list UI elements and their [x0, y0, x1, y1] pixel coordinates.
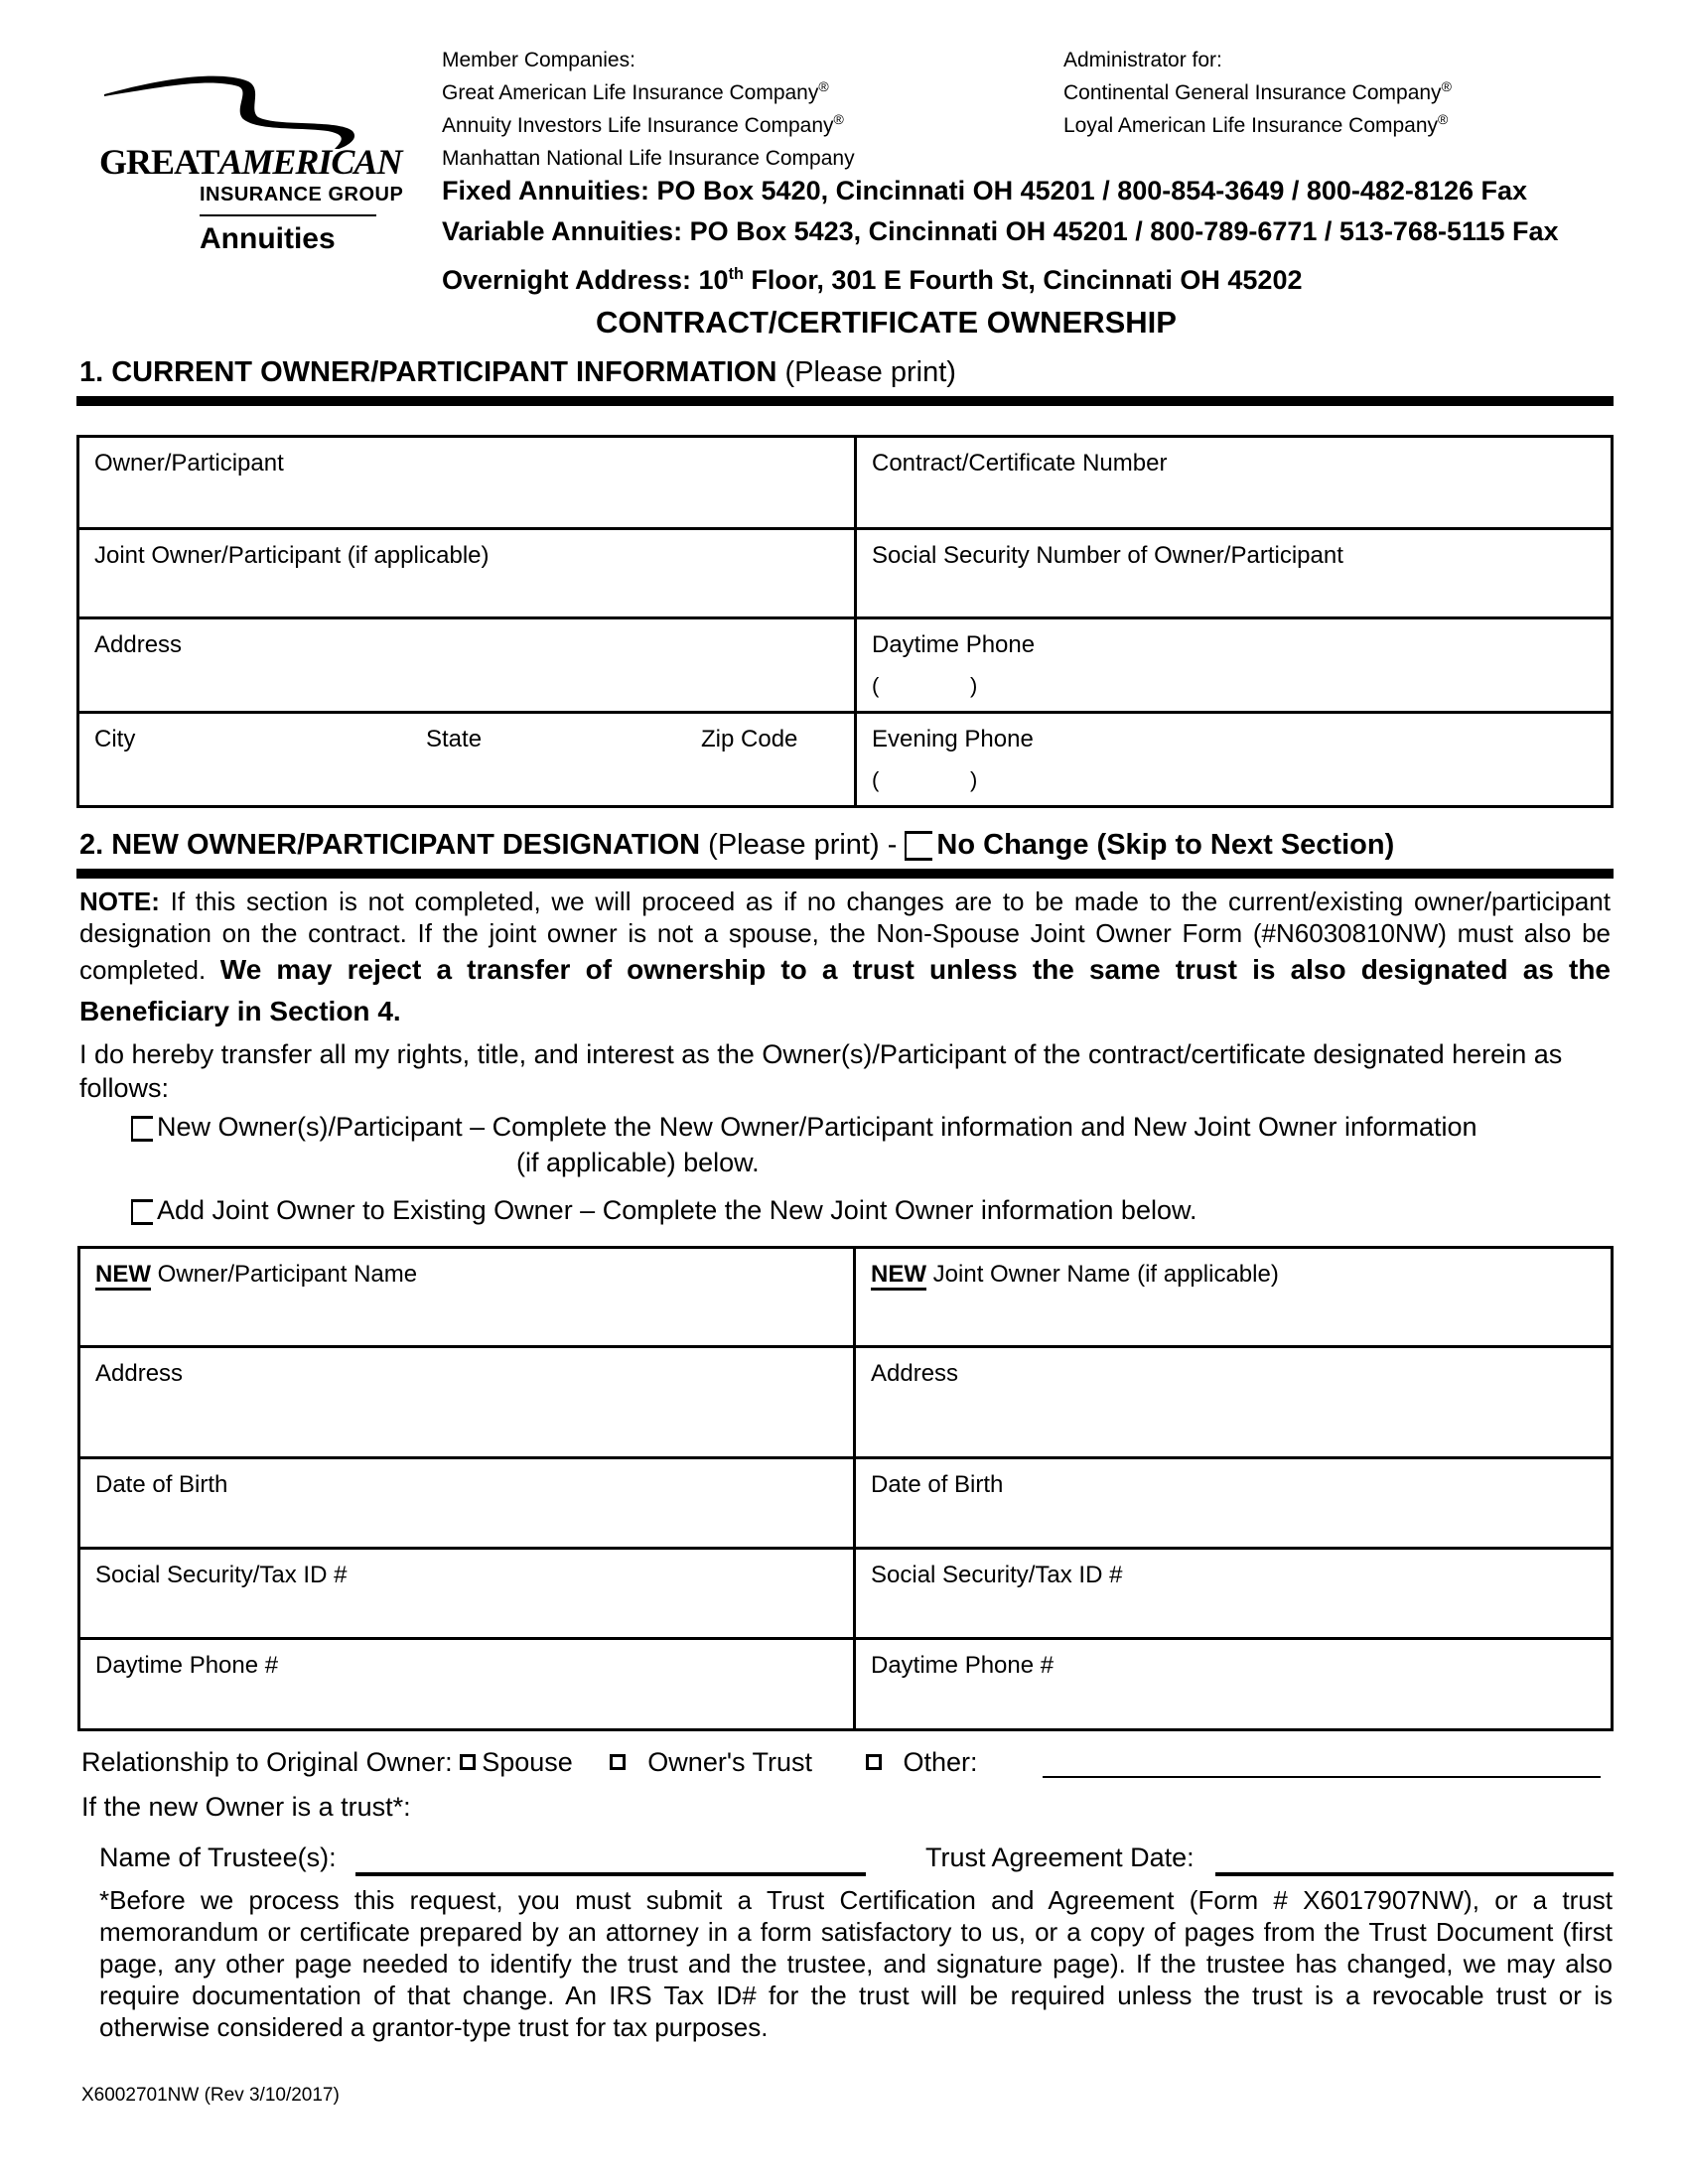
- new-joint-dob-field[interactable]: [855, 1458, 1613, 1549]
- new-joint-phone-field[interactable]: [855, 1639, 1613, 1730]
- new-joint-ssn-field[interactable]: [855, 1549, 1613, 1639]
- section2-rule: [76, 869, 1614, 879]
- zip-label: Zip Code: [701, 726, 798, 752]
- relationship-label: Relationship to Original Owner:: [81, 1747, 453, 1777]
- new-owner-address-field[interactable]: [79, 1347, 855, 1458]
- contract-number-field[interactable]: [856, 437, 1613, 529]
- member-companies: [442, 44, 855, 175]
- new-joint-owner-name-label: Joint Owner Name (if applicable): [926, 1261, 1279, 1288]
- company-logo: [94, 69, 404, 268]
- other-label: Other:: [903, 1747, 978, 1777]
- city-label: City: [94, 726, 136, 752]
- brand-division: Annuities: [200, 222, 336, 255]
- new-prefix: NEW: [871, 1261, 926, 1288]
- logo-divider: [200, 214, 376, 216]
- daytime-phone-field[interactable]: [856, 618, 1613, 713]
- new-prefix: NEW: [95, 1261, 151, 1288]
- evening-phone-field[interactable]: [856, 713, 1613, 807]
- owner-field[interactable]: [78, 437, 856, 529]
- new-owner-dob-field[interactable]: [79, 1458, 855, 1549]
- spouse-label: Spouse: [482, 1747, 573, 1777]
- form-title: CONTRACT/CERTIFICATE OWNERSHIP: [596, 305, 1177, 340]
- state-label: State: [426, 726, 483, 752]
- option-new-owner-continued: (if applicable) below.: [516, 1148, 760, 1177]
- new-owner-phone-label: Daytime Phone #: [95, 1652, 279, 1679]
- new-joint-phone-label: Daytime Phone #: [871, 1652, 1055, 1679]
- area-code-parens: ( ): [872, 767, 978, 792]
- trust-footnote: *Before we process this request, you must submit a Trust Certification and Agreement (Form # X6017907NW), or a trust memorandum or certificate prepared by an attorney in a form satisfactory to us, or a copy of pages from the Trust Document (first page, any other page needed to identify the trust and the trustee, and signature page). If the trustee has changed, we may also require documentation of that change. An IRS Tax ID# for the trust will be required unless the trust is a revocable trust or is otherwise considered a grantor-type trust for tax purposes.: [99, 1885, 1613, 2042]
- trustee-input-line[interactable]: [355, 1872, 866, 1876]
- member-company-1: Great American Life Insurance Company®: [442, 78, 829, 104]
- admin-label: Administrator for:: [1063, 49, 1222, 71]
- spouse-checkbox[interactable]: [460, 1754, 476, 1770]
- add-joint-owner-checkbox[interactable]: [131, 1199, 153, 1225]
- owners-trust-checkbox[interactable]: [610, 1754, 626, 1770]
- no-change-label: No Change (Skip to Next Section): [936, 829, 1395, 861]
- form-id: X6002701NW (Rev 3/10/2017): [81, 2085, 340, 2106]
- transfer-statement: I do hereby transfer all my rights, title, and interest as the Owner(s)/Participant of the contract/certificate designated herein as follows:: [79, 1039, 1563, 1103]
- eagle-icon: [99, 69, 387, 149]
- new-owner-phone-field[interactable]: [79, 1639, 855, 1730]
- new-joint-address-label: Address: [871, 1360, 959, 1387]
- owner-label: Owner/Participant: [94, 450, 284, 477]
- brand-american: AMERICAN: [218, 142, 402, 182]
- contract-number-label: Contract/Certificate Number: [872, 450, 1168, 477]
- new-owner-dob-label: Date of Birth: [95, 1471, 228, 1498]
- new-owner-checkbox[interactable]: [131, 1116, 153, 1142]
- overnight-address: Overnight Address: 10th Floor, 301 E Fourth St, Cincinnati OH 45202: [442, 265, 1303, 295]
- new-joint-address-field[interactable]: [855, 1347, 1613, 1458]
- member-company-3: Manhattan National Life Insurance Company: [442, 147, 855, 170]
- joint-owner-label: Joint Owner/Participant (if applicable): [94, 542, 490, 569]
- evening-phone-label: Evening Phone: [872, 726, 1034, 752]
- city-state-zip-field[interactable]: [78, 713, 856, 807]
- relationship-row: [81, 1745, 978, 1779]
- brand-great: GREAT: [99, 142, 219, 182]
- trustee-label: Name of Trustee(s):: [99, 1843, 337, 1872]
- address-label: Address: [94, 631, 183, 658]
- ssn-field[interactable]: [856, 529, 1613, 618]
- fixed-annuities-address: Fixed Annuities: PO Box 5420, Cincinnati OH 45201 / 800-854-3649 / 800-482-8126 Fax: [442, 176, 1528, 205]
- new-owner-ssn-field[interactable]: [79, 1549, 855, 1639]
- member-company-2: Annuity Investors Life Insurance Company®: [442, 111, 844, 137]
- area-code-parens: ( ): [872, 673, 978, 698]
- new-owner-ssn-label: Social Security/Tax ID #: [95, 1562, 348, 1588]
- trust-date-label: Trust Agreement Date:: [925, 1843, 1195, 1872]
- joint-owner-field[interactable]: [78, 529, 856, 618]
- section1-rule: [76, 396, 1614, 406]
- section2-note: NOTE: If this section is not completed, we will proceed as if no changes are to be made to the current/existing owner/participant designation on the contract. If the joint owner is not a spouse, the Non-Spouse Joint Owner Form (#N6030810NW) must also be completed. We may reject a transfer of ownership to a trust unless the same trust is also designated as the Beneficiary in Section 4.: [79, 887, 1611, 1026]
- member-label: Member Companies:: [442, 49, 635, 71]
- new-joint-owner-name-field[interactable]: [855, 1248, 1613, 1347]
- option-new-owner: New Owner(s)/Participant – Complete the New Owner/Participant information and New Joint Owner information: [131, 1110, 1620, 1144]
- admin-company-1: Continental General Insurance Company®: [1063, 78, 1452, 104]
- brand-subtitle: INSURANCE GROUP: [200, 184, 404, 205]
- current-owner-table: [76, 435, 1614, 808]
- new-joint-ssn-label: Social Security/Tax ID #: [871, 1562, 1123, 1588]
- admin-company-2: Loyal American Life Insurance Company®: [1063, 111, 1449, 137]
- other-input-line[interactable]: [1043, 1776, 1601, 1778]
- administrator-for: [1063, 44, 1452, 142]
- variable-annuities-address: Variable Annuities: PO Box 5423, Cincinnati OH 45201 / 800-789-6771 / 513-768-5115 Fax: [442, 216, 1559, 246]
- trust-date-input-line[interactable]: [1215, 1872, 1614, 1876]
- new-owner-name-field[interactable]: [79, 1248, 855, 1347]
- owners-trust-label: Owner's Trust: [647, 1747, 812, 1777]
- no-change-checkbox[interactable]: [905, 831, 932, 861]
- ssn-label: Social Security Number of Owner/Participant: [872, 542, 1343, 569]
- option-add-joint: Add Joint Owner to Existing Owner – Complete the New Joint Owner information below.: [131, 1193, 1620, 1227]
- trust-label: If the new Owner is a trust*:: [81, 1792, 411, 1822]
- section1-heading: 1. CURRENT OWNER/PARTICIPANT INFORMATION (Please print): [79, 356, 956, 388]
- new-owner-address-label: Address: [95, 1360, 184, 1387]
- new-owner-table: [77, 1246, 1614, 1731]
- daytime-phone-label: Daytime Phone: [872, 631, 1036, 658]
- new-owner-name-label: Owner/Participant Name: [151, 1261, 418, 1288]
- section2-heading: 2. NEW OWNER/PARTICIPANT DESIGNATION (Please print) - No Change (Skip to Next Section): [79, 829, 1395, 861]
- other-checkbox[interactable]: [866, 1754, 882, 1770]
- address-field[interactable]: [78, 618, 856, 713]
- new-joint-dob-label: Date of Birth: [871, 1471, 1004, 1498]
